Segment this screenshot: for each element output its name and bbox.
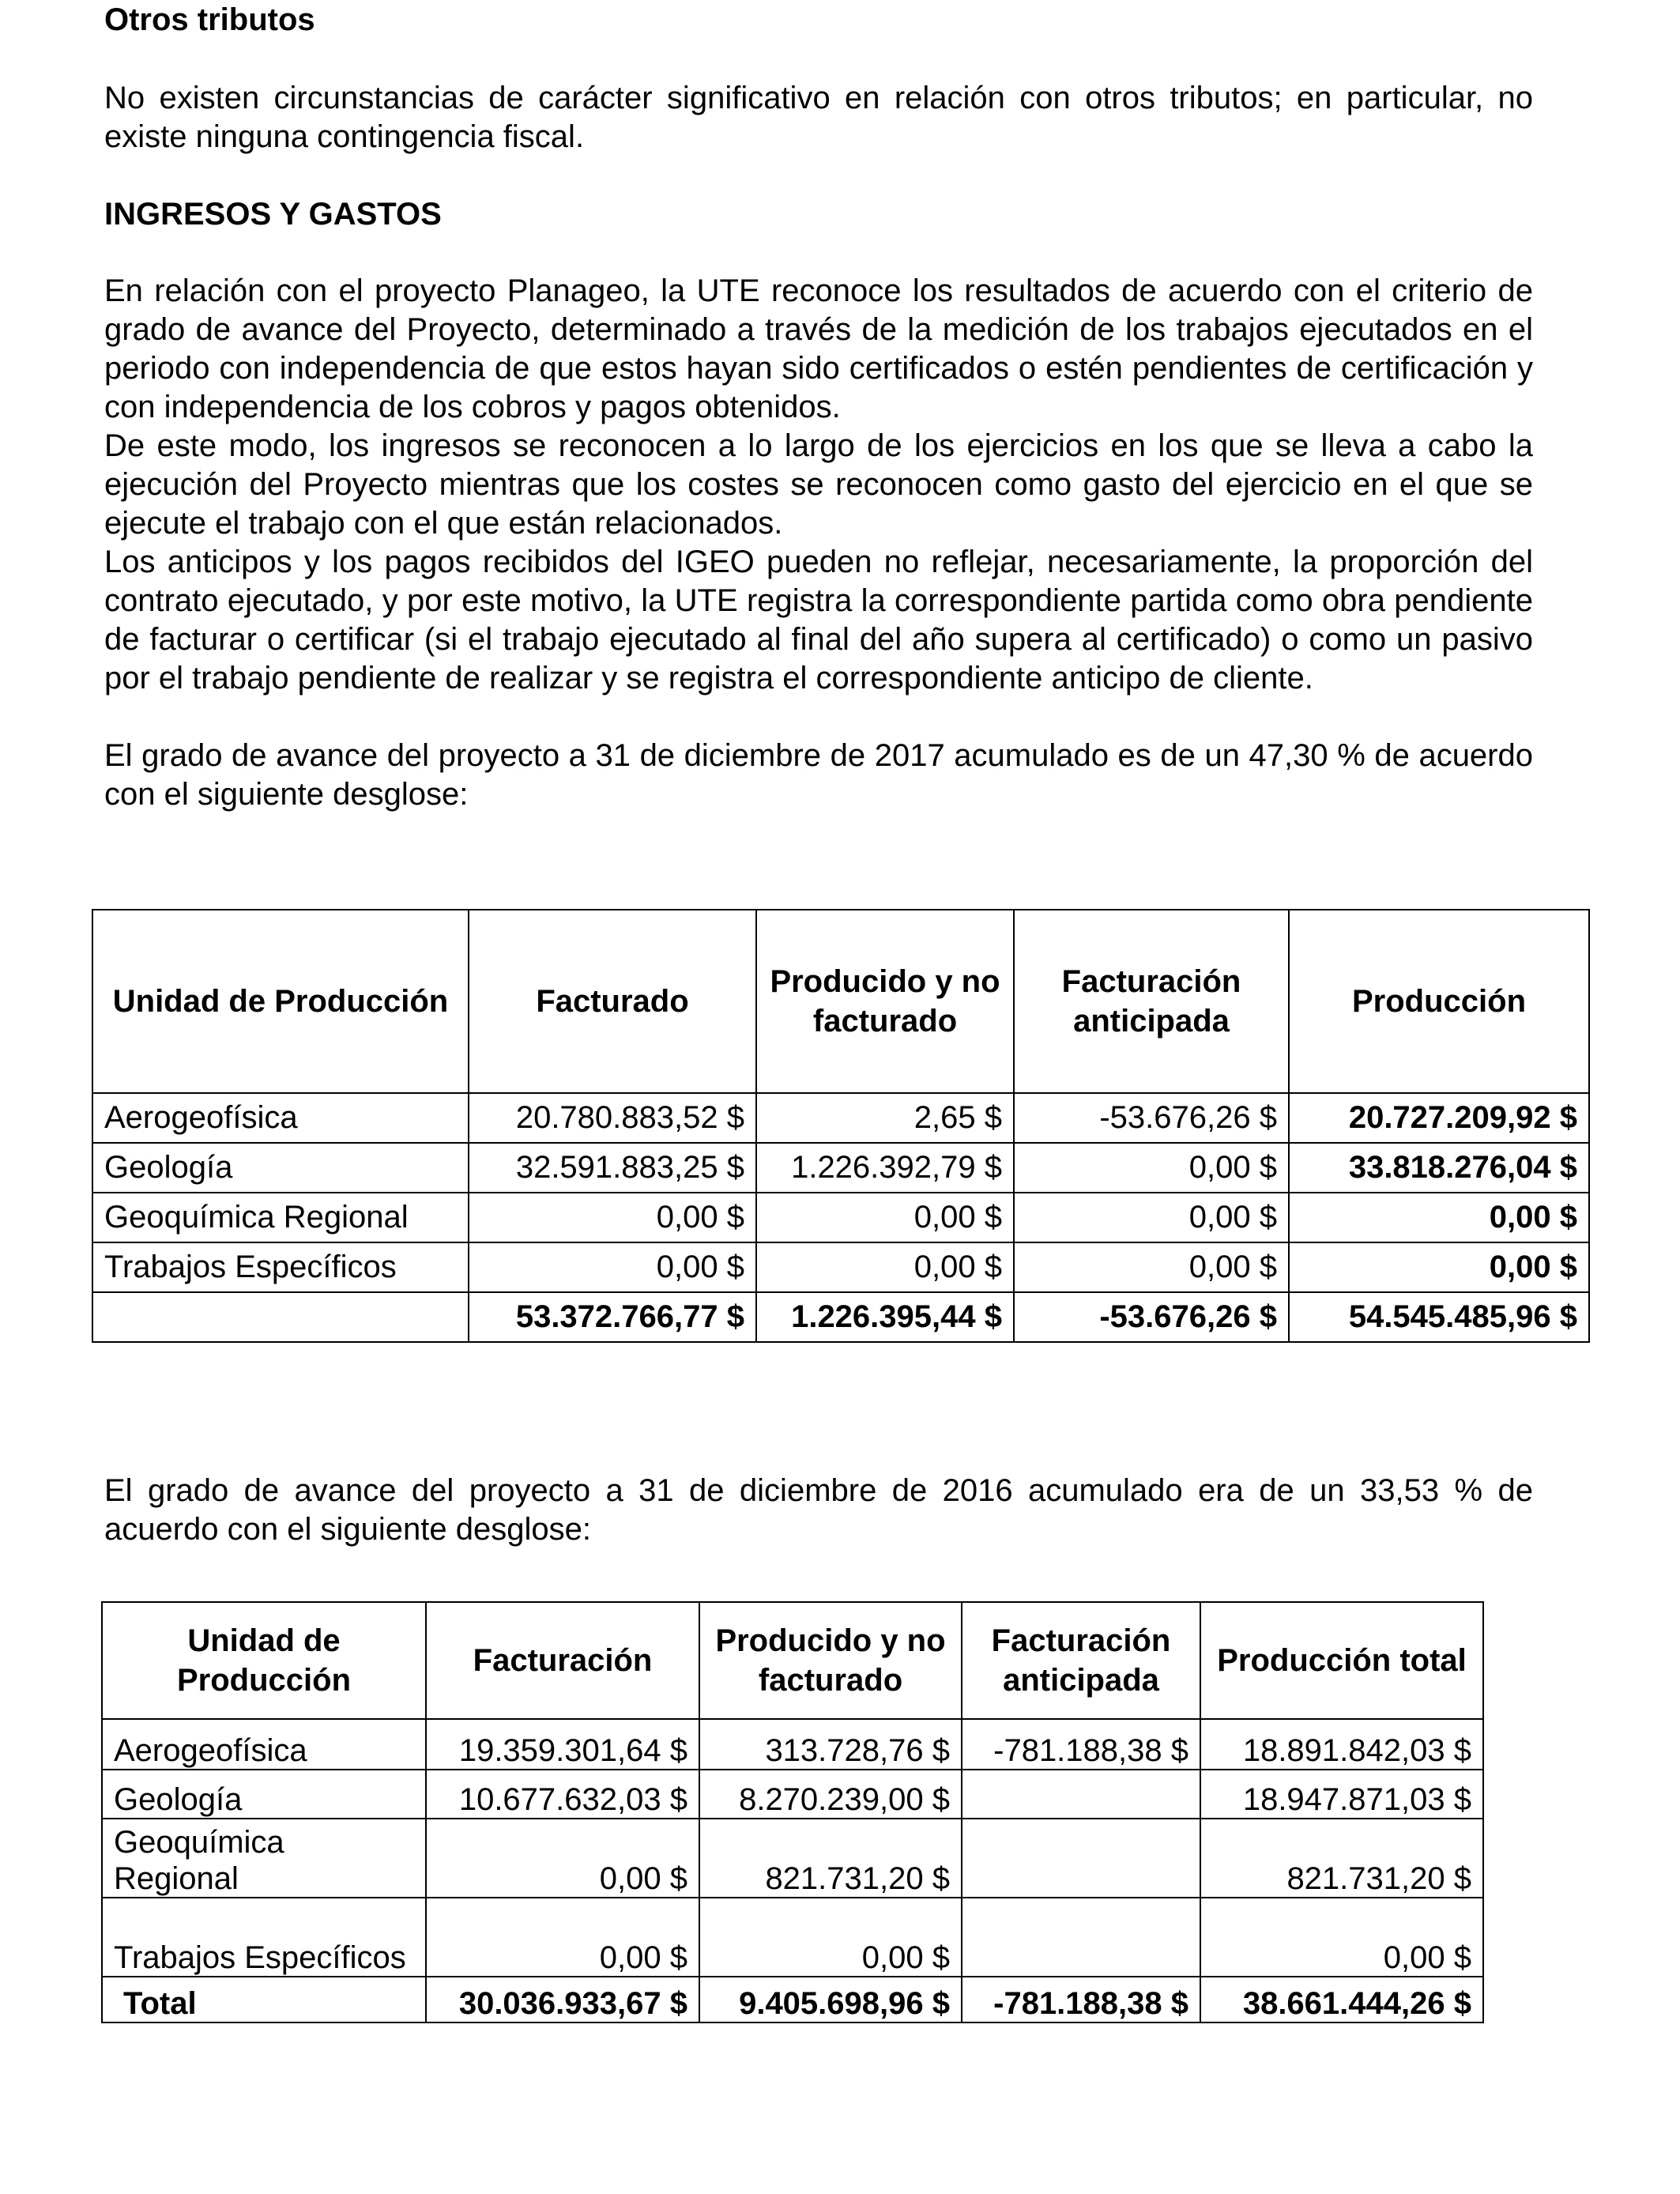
table-cell-label: Geoquímica Regional xyxy=(102,1819,426,1898)
table-cell: 0,00 $ xyxy=(1014,1143,1289,1193)
table-cell: 313.728,76 $ xyxy=(699,1719,962,1770)
table-cell: 0,00 $ xyxy=(469,1242,756,1292)
table-cell: 20.727.209,92 $ xyxy=(1289,1093,1589,1143)
table-cell: 10.677.632,03 $ xyxy=(426,1770,699,1819)
table-row xyxy=(92,1193,1589,1242)
paragraph-anticipos: Los anticipos y los pagos recibidos del IGEO pueden no reflejar, necesariamente, la proporción del contrato ejecutado, y por este motivo, la UTE registra la correspondiente partida como obra pendiente de facturar o certificar (si el trabajo ejecutado al final del año supera al certificado) o como un pasivo por el trabajo pendiente de realizar y se registra el correspondiente anticipo de cliente. xyxy=(104,545,1533,696)
table-row xyxy=(92,1143,1589,1193)
paragraph-ejercicios: De este modo, los ingresos se reconocen a lo largo de los ejercicios en los que se lleva a cabo la ejecución del Proyecto mientras que los costes se reconocen como gasto del ejercicio en el que se ejecute el trabajo con el que están relacionados. xyxy=(104,428,1533,541)
table-cell: 0,00 $ xyxy=(469,1193,756,1242)
table-row xyxy=(102,1770,1483,1819)
table-cell: 19.359.301,64 $ xyxy=(426,1719,699,1770)
table-cell: 0,00 $ xyxy=(699,1898,962,1977)
table-cell: 0,00 $ xyxy=(1014,1193,1289,1242)
table-2017-header: Facturación anticipada xyxy=(1014,910,1289,1093)
table-cell xyxy=(962,1898,1200,1977)
table-cell: 821.731,20 $ xyxy=(699,1819,962,1898)
table-cell-label: Aerogeofísica xyxy=(92,1093,469,1143)
table-cell-label: Aerogeofísica xyxy=(102,1719,426,1770)
table-2016 xyxy=(101,1601,1484,2023)
table-cell-total: -781.188,38 $ xyxy=(962,1977,1200,2022)
table-cell-label: Geología xyxy=(92,1143,469,1193)
table-cell-label: Trabajos Específicos xyxy=(92,1242,469,1292)
table-cell-total: -53.676,26 $ xyxy=(1014,1292,1289,1342)
table-2016-header: Producido y no facturado xyxy=(699,1602,962,1719)
table-cell xyxy=(962,1770,1200,1819)
table-2017-header: Producido y no facturado xyxy=(756,910,1014,1093)
paragraph-avance-2016: El grado de avance del proyecto a 31 de diciembre de 2016 acumulado era de un 33,53 % de acuerdo con el siguiente desglose: xyxy=(104,1473,1533,1547)
table-cell xyxy=(962,1819,1200,1898)
table-cell: 0,00 $ xyxy=(756,1193,1014,1242)
table-row xyxy=(102,1719,1483,1770)
table-cell: 0,00 $ xyxy=(1289,1242,1589,1292)
table-total-row xyxy=(102,1977,1483,2022)
table-cell: 20.780.883,52 $ xyxy=(469,1093,756,1143)
table-2016-header: Facturación xyxy=(426,1602,699,1719)
table-cell: 32.591.883,25 $ xyxy=(469,1143,756,1193)
table-row xyxy=(102,1819,1483,1898)
table-cell: 18.947.871,03 $ xyxy=(1200,1770,1483,1819)
table-cell: 0,00 $ xyxy=(426,1819,699,1898)
table-cell: 0,00 $ xyxy=(1200,1898,1483,1977)
table-cell: 8.270.239,00 $ xyxy=(699,1770,962,1819)
table-row xyxy=(92,1242,1589,1292)
table-cell-total: 9.405.698,96 $ xyxy=(699,1977,962,2022)
table-cell-total: 1.226.395,44 $ xyxy=(756,1292,1014,1342)
table-cell: 821.731,20 $ xyxy=(1200,1819,1483,1898)
paragraph-criterio: En relación con el proyecto Planageo, la UTE reconoce los resultados de acuerdo con el criterio de grado de avance del Proyecto, determinado a través de la medición de los trabajos ejecutados en el periodo con independencia de que estos hayan sido certificados o estén pendientes de certificación y con independencia de los cobros y pagos obtenidos. xyxy=(104,273,1533,424)
table-cell: 0,00 $ xyxy=(756,1242,1014,1292)
table-cell: 2,65 $ xyxy=(756,1093,1014,1143)
table-row xyxy=(92,1093,1589,1143)
ingresos-gastos-heading: INGRESOS Y GASTOS xyxy=(104,197,442,232)
table-cell-label: Total xyxy=(102,1977,426,2022)
otros-tributos-paragraph: No existen circunstancias de carácter significativo en relación con otros tributos; en particular, no existe ninguna contingencia fiscal. xyxy=(104,81,1533,154)
table-cell: 0,00 $ xyxy=(1289,1193,1589,1242)
table-cell: 1.226.392,79 $ xyxy=(756,1143,1014,1193)
table-cell-label: Geoquímica Regional xyxy=(92,1193,469,1242)
table-cell: 0,00 $ xyxy=(1014,1242,1289,1292)
table-total-row xyxy=(92,1292,1589,1342)
table-cell: 0,00 $ xyxy=(426,1898,699,1977)
table-cell-total: 54.545.485,96 $ xyxy=(1289,1292,1589,1342)
otros-tributos-heading: Otros tributos xyxy=(104,2,315,37)
table-2017-header-row xyxy=(92,910,1589,1093)
table-2016-header-row xyxy=(102,1602,1483,1719)
table-cell-label: Geología xyxy=(102,1770,426,1819)
table-cell: 33.818.276,04 $ xyxy=(1289,1143,1589,1193)
table-cell-total: 53.372.766,77 $ xyxy=(469,1292,756,1342)
table-cell-total: 30.036.933,67 $ xyxy=(426,1977,699,2022)
table-2017-header: Unidad de Producción xyxy=(92,910,469,1093)
table-cell: -781.188,38 $ xyxy=(962,1719,1200,1770)
table-row xyxy=(102,1898,1483,1977)
table-2017-header: Facturado xyxy=(469,910,756,1093)
table-cell-total: 38.661.444,26 $ xyxy=(1200,1977,1483,2022)
table-2016-header: Unidad de Producción xyxy=(102,1602,426,1719)
table-2016-header: Producción total xyxy=(1200,1602,1483,1719)
table-cell: -53.676,26 $ xyxy=(1014,1093,1289,1143)
table-2016-header: Facturación anticipada xyxy=(962,1602,1200,1719)
table-cell-label xyxy=(92,1292,469,1342)
table-cell-label: Trabajos Específicos xyxy=(102,1898,426,1977)
paragraph-avance-2017: El grado de avance del proyecto a 31 de diciembre de 2017 acumulado es de un 47,30 % de acuerdo con el siguiente desglose: xyxy=(104,738,1533,812)
table-2017 xyxy=(92,909,1590,1343)
table-cell: 18.891.842,03 $ xyxy=(1200,1719,1483,1770)
table-2017-header: Producción xyxy=(1289,910,1589,1093)
